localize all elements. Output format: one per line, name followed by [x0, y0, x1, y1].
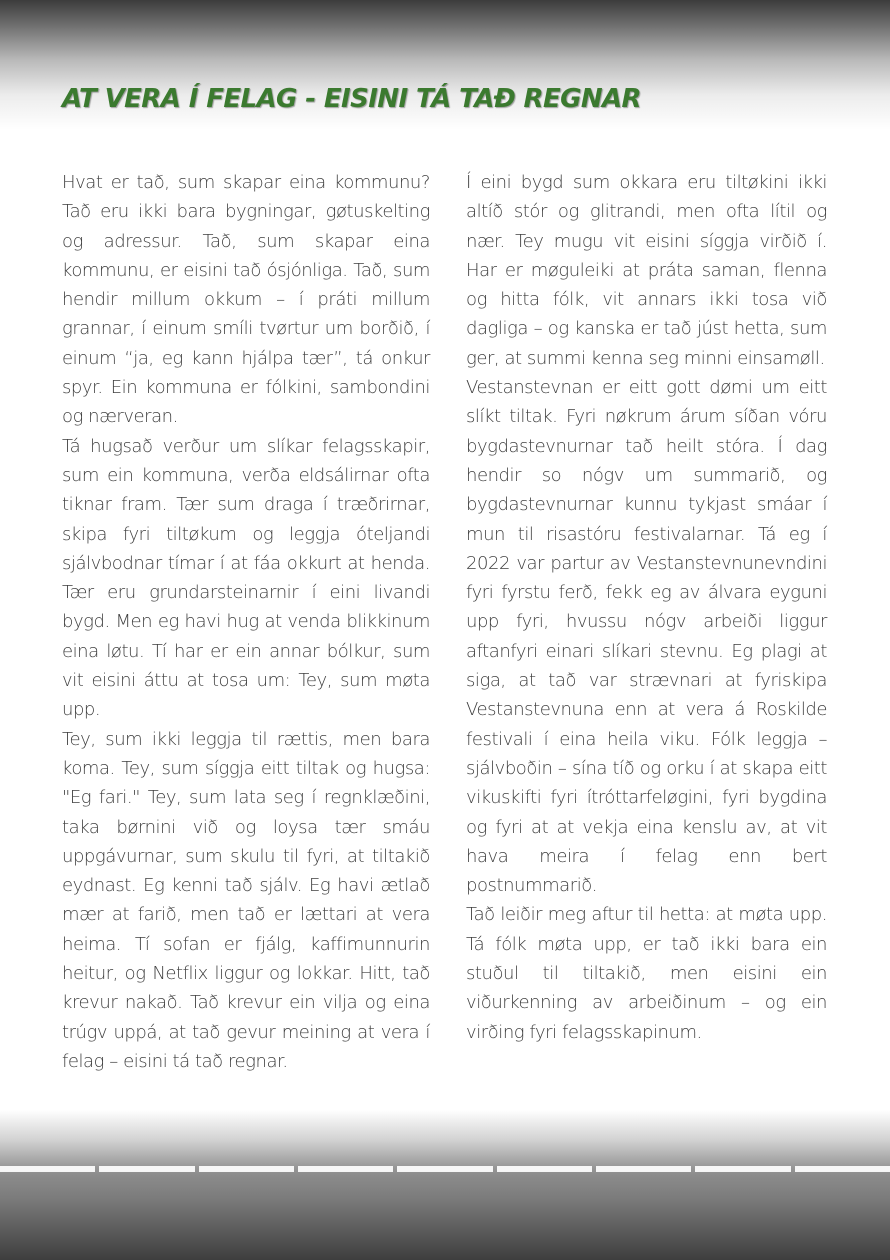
footer-gradient-band [0, 1110, 890, 1260]
article-left-column [62, 168, 430, 1076]
paragraph: Tað leiðir meg aftur til hetta: at møta upp. Tá fólk møta upp, er tað ikki bara ein stuðul til tiltakið, men eisini ein viðurkenning av arbeiðinum – og ein virðing fyri felagsskapinum. [466, 904, 827, 1043]
paragraph: Tá hugsað verður um slíkar felagsskapir, sum ein kommuna, verða eldsálirnar ofta tiknar fram. Tær sum draga í træðrirnar, skipa fyri tiltøkum og leggja óteljandi sjálvbodnar tímar í at fáa okkurt at henda. Tær eru grundarsteinarnir í eini livandi bygd. Men eg havi hug at venda blikkinum eina løtu. Tí har er ein annar bólkur, sum vit eisini áttu at tosa um: Tey, sum møta upp. [62, 435, 430, 721]
paragraph: Hvat er tað, sum skapar eina kommunu? Tað eru ikki bara bygningar, gøtuskelting og adressur. Tað, sum skapar eina kommunu, er eisini tað ósjónliga. Tað, sum hendir millum okkum – í práti millum grannar, í einum smíli tvørtur um borðið, í einum “ja, eg kann hjálpa tær”, tá onkur spyr. Ein kommuna er fólkini, sambondini og nærveran. [62, 172, 430, 428]
article-title: AT VERA Í FELAG - EISINI TÁ TAÐ REGNAR [62, 84, 641, 114]
header-gradient-band [0, 0, 890, 140]
paragraph: Tey, sum ikki leggja til rættis, men bara koma. Tey, sum síggja eitt tiltak og hugsa: "Eg fari." Tey, sum lata seg í regnklæðini, taka børnini við og loysa tær smáu uppgávurnar, sum skulu til fyri, at tiltakið eydnast. Eg kenni tað sjálv. Eg havi ætlað mær at farið, men tað er lættari at vera heima. Tí sofan er fjálg, kaffimunnurin heitur, og Netflix liggur og lokkar. Hitt, tað krevur nakað. Tað krevur ein vilja og eina trúgv uppá, at tað gevur meining at vera í felag – eisini tá tað regnar. [62, 728, 430, 1072]
paragraph: Vestanstevnan er eitt gott dømi um eitt slíkt tiltak. Fyri nøkrum árum síðan vóru bygdastevnurnar tað heilt stóra. Í dag hendir so nógv um summarið, og bygdastevnurnar kunnu tykjast smáar í mun til risastóru festivalarnar. Tá eg í 2022 var partur av Vestanstevnunevndini fyri fyrstu ferð, fekk eg av álvara eyguni upp fyri, hvussu nógv arbeiði liggur aftanfyri einari slíkari stevnu. Eg plagi at siga, at tað var strævnari at fyriskipa Vestanstevnuna enn at vera á Roskilde festivali í eina heila viku. Fólk leggja – sjálvboðin – sína tíð og orku í at skapa eitt vikuskifti fyri ítróttarfeløgini, fyri bygdina og fyri at at vekja eina kenslu av, at vit hava meira í felag enn bert postnummarið. [466, 377, 827, 897]
footer-stripe [0, 1166, 890, 1172]
paragraph: Í eini bygd sum okkara eru tiltøkini ikki altíð stór og glitrandi, men ofta lítil og nær. Tey mugu vit eisini síggja virðið í. Har er møguleiki at práta saman, flenna og hitta fólk, vit annars ikki tosa við dagliga – og kanska er tað júst hetta, sum ger, at summi kenna seg minni einsamøll. [466, 172, 827, 369]
article-right-column [466, 168, 827, 1047]
